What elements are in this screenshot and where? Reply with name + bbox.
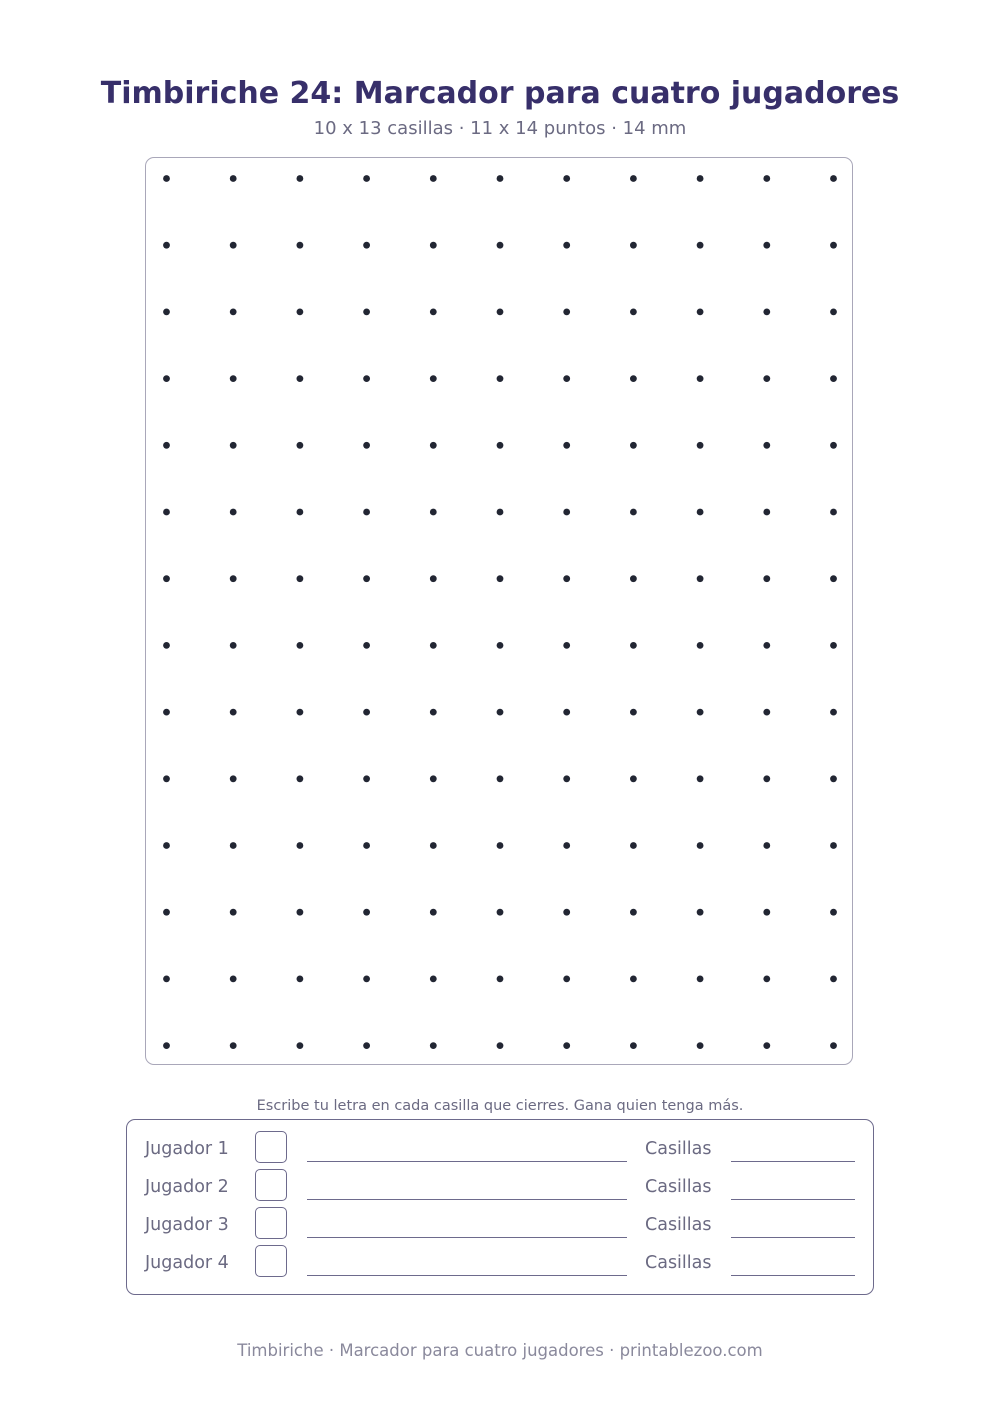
boxes-label: Casillas (645, 1139, 712, 1159)
grid-dot[interactable] (763, 509, 770, 516)
grid-dot[interactable] (563, 575, 570, 582)
grid-dot[interactable] (763, 309, 770, 316)
grid-dot[interactable] (430, 242, 437, 249)
page-subtitle: 10 x 13 casillas · 11 x 14 puntos · 14 mm (313, 118, 687, 139)
grid-dot[interactable] (363, 509, 370, 516)
grid-dot[interactable] (630, 242, 637, 249)
grid-dot[interactable] (763, 375, 770, 382)
grid-dot[interactable] (697, 509, 704, 516)
player-label: Jugador 1 (145, 1139, 229, 1159)
grid-dot[interactable] (630, 1042, 637, 1049)
grid-dot[interactable] (363, 575, 370, 582)
grid-dot[interactable] (230, 309, 237, 316)
grid-dot[interactable] (297, 175, 304, 182)
grid-dot[interactable] (163, 175, 170, 182)
letter-box[interactable] (255, 1169, 287, 1201)
grid-dot[interactable] (297, 775, 304, 782)
player-label: Jugador 4 (145, 1253, 229, 1273)
grid-dot[interactable] (630, 375, 637, 382)
grid-dot[interactable] (697, 909, 704, 916)
grid-dot[interactable] (497, 909, 504, 916)
grid-dot[interactable] (830, 242, 837, 249)
grid-dot[interactable] (230, 909, 237, 916)
grid-dot[interactable] (163, 976, 170, 983)
grid-dot[interactable] (697, 175, 704, 182)
name-line[interactable] (307, 1199, 627, 1200)
grid-dot[interactable] (697, 1042, 704, 1049)
grid-dot[interactable] (830, 175, 837, 182)
grid-dot[interactable] (830, 709, 837, 716)
grid-dot[interactable] (163, 1042, 170, 1049)
dot-grid[interactable] (146, 158, 852, 1064)
grid-dot[interactable] (630, 842, 637, 849)
grid-dot[interactable] (830, 375, 837, 382)
grid-dot[interactable] (230, 842, 237, 849)
grid-dot[interactable] (563, 976, 570, 983)
name-line[interactable] (307, 1161, 627, 1162)
grid-dot[interactable] (163, 575, 170, 582)
grid-dot[interactable] (363, 309, 370, 316)
letter-box[interactable] (255, 1131, 287, 1163)
player-row-3 (127, 1207, 871, 1241)
grid-dot[interactable] (497, 642, 504, 649)
grid-dot[interactable] (763, 642, 770, 649)
boxes-count-line[interactable] (731, 1237, 855, 1238)
boxes-label: Casillas (645, 1215, 712, 1235)
grid-dot[interactable] (363, 842, 370, 849)
instructions-text: Escribe tu letra en cada casilla que cierres. Gana quien tenga más. (256, 1098, 744, 1114)
grid-dot[interactable] (230, 709, 237, 716)
grid-dot[interactable] (830, 509, 837, 516)
grid-dot[interactable] (763, 1042, 770, 1049)
grid-dot[interactable] (297, 309, 304, 316)
grid-dot[interactable] (497, 976, 504, 983)
grid-dot[interactable] (430, 575, 437, 582)
grid-dot[interactable] (230, 575, 237, 582)
grid-dot[interactable] (763, 442, 770, 449)
grid-dot[interactable] (230, 242, 237, 249)
grid-dot[interactable] (630, 642, 637, 649)
grid-dot[interactable] (297, 575, 304, 582)
grid-dot[interactable] (763, 242, 770, 249)
grid-dot[interactable] (363, 175, 370, 182)
grid-dot[interactable] (563, 309, 570, 316)
grid-dot[interactable] (830, 976, 837, 983)
grid-dot[interactable] (297, 909, 304, 916)
grid-dot[interactable] (697, 642, 704, 649)
grid-dot[interactable] (363, 242, 370, 249)
grid-dot[interactable] (497, 509, 504, 516)
grid-dot[interactable] (563, 375, 570, 382)
grid-dot[interactable] (230, 775, 237, 782)
grid-dot[interactable] (563, 642, 570, 649)
grid-dot[interactable] (297, 642, 304, 649)
grid-dot[interactable] (497, 242, 504, 249)
footer-credit: Timbiriche · Marcador para cuatro jugadores · printablezoo.com (237, 1341, 763, 1360)
grid-dot[interactable] (297, 442, 304, 449)
player-label: Jugador 2 (145, 1177, 229, 1197)
grid-dot[interactable] (297, 1042, 304, 1049)
grid-dot[interactable] (297, 242, 304, 249)
grid-dot[interactable] (497, 575, 504, 582)
grid-dot[interactable] (563, 442, 570, 449)
grid-dot[interactable] (230, 976, 237, 983)
grid-dot[interactable] (763, 842, 770, 849)
letter-box[interactable] (255, 1207, 287, 1239)
grid-dot[interactable] (497, 175, 504, 182)
grid-dot[interactable] (697, 242, 704, 249)
grid-dot[interactable] (430, 509, 437, 516)
grid-dot[interactable] (830, 575, 837, 582)
grid-dot[interactable] (563, 509, 570, 516)
grid-dot[interactable] (563, 1042, 570, 1049)
grid-dot[interactable] (297, 375, 304, 382)
grid-dot[interactable] (163, 309, 170, 316)
grid-dot[interactable] (697, 309, 704, 316)
grid-dot[interactable] (430, 842, 437, 849)
grid-dot[interactable] (697, 775, 704, 782)
dot-grid-board[interactable] (145, 157, 853, 1065)
grid-dot[interactable] (497, 1042, 504, 1049)
name-line[interactable] (307, 1237, 627, 1238)
grid-dot[interactable] (697, 375, 704, 382)
grid-dot[interactable] (430, 1042, 437, 1049)
grid-dot[interactable] (430, 976, 437, 983)
grid-dot[interactable] (230, 442, 237, 449)
grid-dot[interactable] (630, 309, 637, 316)
grid-dot[interactable] (830, 775, 837, 782)
grid-dot[interactable] (163, 509, 170, 516)
grid-dot[interactable] (163, 442, 170, 449)
grid-dot[interactable] (430, 175, 437, 182)
grid-dot[interactable] (630, 509, 637, 516)
grid-dot[interactable] (163, 642, 170, 649)
grid-dot[interactable] (830, 309, 837, 316)
grid-dot[interactable] (563, 709, 570, 716)
player-label: Jugador 3 (145, 1215, 229, 1235)
grid-dot[interactable] (363, 1042, 370, 1049)
grid-dot[interactable] (230, 642, 237, 649)
grid-dot[interactable] (697, 575, 704, 582)
grid-dot[interactable] (830, 1042, 837, 1049)
grid-dot[interactable] (163, 375, 170, 382)
grid-dot[interactable] (830, 842, 837, 849)
grid-dot[interactable] (430, 909, 437, 916)
grid-dot[interactable] (430, 775, 437, 782)
boxes-count-line[interactable] (731, 1275, 855, 1276)
player-row-1 (127, 1131, 871, 1165)
grid-dot[interactable] (763, 575, 770, 582)
grid-dot[interactable] (430, 709, 437, 716)
grid-dot[interactable] (563, 842, 570, 849)
grid-dot[interactable] (297, 842, 304, 849)
grid-dot[interactable] (297, 509, 304, 516)
grid-dot[interactable] (497, 842, 504, 849)
grid-dot[interactable] (163, 842, 170, 849)
grid-dot[interactable] (697, 442, 704, 449)
grid-dot[interactable] (363, 642, 370, 649)
grid-dot[interactable] (297, 976, 304, 983)
grid-dot[interactable] (230, 1042, 237, 1049)
grid-dot[interactable] (630, 976, 637, 983)
grid-dot[interactable] (163, 909, 170, 916)
grid-dot[interactable] (430, 309, 437, 316)
grid-dot[interactable] (630, 575, 637, 582)
grid-dot[interactable] (230, 509, 237, 516)
grid-dot[interactable] (163, 242, 170, 249)
grid-dot[interactable] (630, 442, 637, 449)
page-title: Timbiriche 24: Marcador para cuatro jugadores (100, 76, 900, 111)
grid-dot[interactable] (763, 976, 770, 983)
grid-dot[interactable] (630, 709, 637, 716)
grid-dot[interactable] (363, 976, 370, 983)
grid-dot[interactable] (163, 775, 170, 782)
grid-dot[interactable] (563, 175, 570, 182)
player-row-4 (127, 1245, 871, 1279)
player-row-2 (127, 1169, 871, 1203)
grid-dot[interactable] (363, 375, 370, 382)
grid-dot[interactable] (430, 442, 437, 449)
grid-dot[interactable] (363, 442, 370, 449)
grid-dot[interactable] (763, 175, 770, 182)
grid-dot[interactable] (630, 775, 637, 782)
grid-dot[interactable] (497, 309, 504, 316)
grid-dot[interactable] (297, 709, 304, 716)
name-line[interactable] (307, 1275, 627, 1276)
letter-box[interactable] (255, 1245, 287, 1277)
grid-dot[interactable] (363, 709, 370, 716)
grid-dot[interactable] (830, 909, 837, 916)
grid-dot[interactable] (497, 442, 504, 449)
boxes-count-line[interactable] (731, 1199, 855, 1200)
grid-dot[interactable] (630, 175, 637, 182)
grid-dot[interactable] (763, 775, 770, 782)
grid-dot[interactable] (563, 242, 570, 249)
grid-dot[interactable] (697, 709, 704, 716)
grid-dot[interactable] (630, 909, 637, 916)
grid-dot[interactable] (763, 909, 770, 916)
grid-dot[interactable] (497, 375, 504, 382)
grid-dot[interactable] (430, 642, 437, 649)
boxes-label: Casillas (645, 1253, 712, 1273)
grid-dot[interactable] (363, 909, 370, 916)
boxes-label: Casillas (645, 1177, 712, 1197)
grid-dot[interactable] (830, 642, 837, 649)
grid-dot[interactable] (430, 375, 437, 382)
grid-dot[interactable] (563, 909, 570, 916)
grid-dot[interactable] (763, 709, 770, 716)
grid-dot[interactable] (163, 709, 170, 716)
grid-dot[interactable] (697, 842, 704, 849)
grid-dot[interactable] (363, 775, 370, 782)
grid-dot[interactable] (697, 976, 704, 983)
grid-dot[interactable] (230, 375, 237, 382)
boxes-count-line[interactable] (731, 1161, 855, 1162)
grid-dot[interactable] (497, 775, 504, 782)
grid-dot[interactable] (563, 775, 570, 782)
grid-dot[interactable] (830, 442, 837, 449)
scoreboard-panel (126, 1119, 874, 1295)
grid-dot[interactable] (230, 175, 237, 182)
grid-dot[interactable] (497, 709, 504, 716)
